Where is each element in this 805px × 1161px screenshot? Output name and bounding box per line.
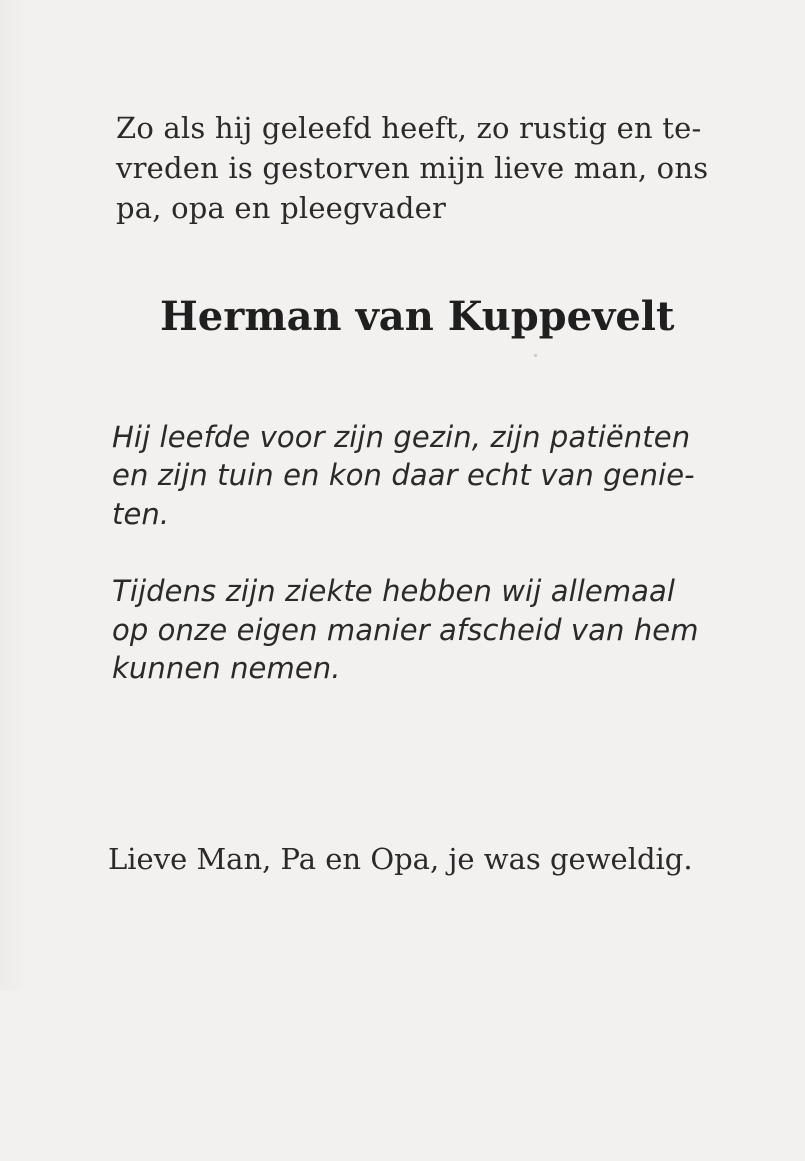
intro-line: vreden is gestorven mijn lieve man, ons [116,151,709,185]
card-edge-shadow [0,0,28,990]
paper-speck [534,354,537,357]
paragraph-line: kunnen nemen. [112,651,341,685]
paragraph-line: en zijn tuin en kon daar echt van genie- [112,458,695,492]
paragraph-line: Hij leefde voor zijn gezin, zijn patiënten [112,420,691,454]
intro-line: pa, opa en pleegvader [116,191,447,225]
intro-line: Zo als hij geleefd heeft, zo rustig en te- [116,111,702,145]
paragraph-line: op onze eigen manier afscheid van hem [112,613,699,647]
paragraph-line: Tijdens zijn ziekte hebben wij allemaal [112,574,676,608]
deceased-name: Herman van Kuppevelt [160,293,675,340]
paragraph-line: ten. [112,497,170,531]
closing-line: Lieve Man, Pa en Opa, je was geweldig. [108,842,693,876]
